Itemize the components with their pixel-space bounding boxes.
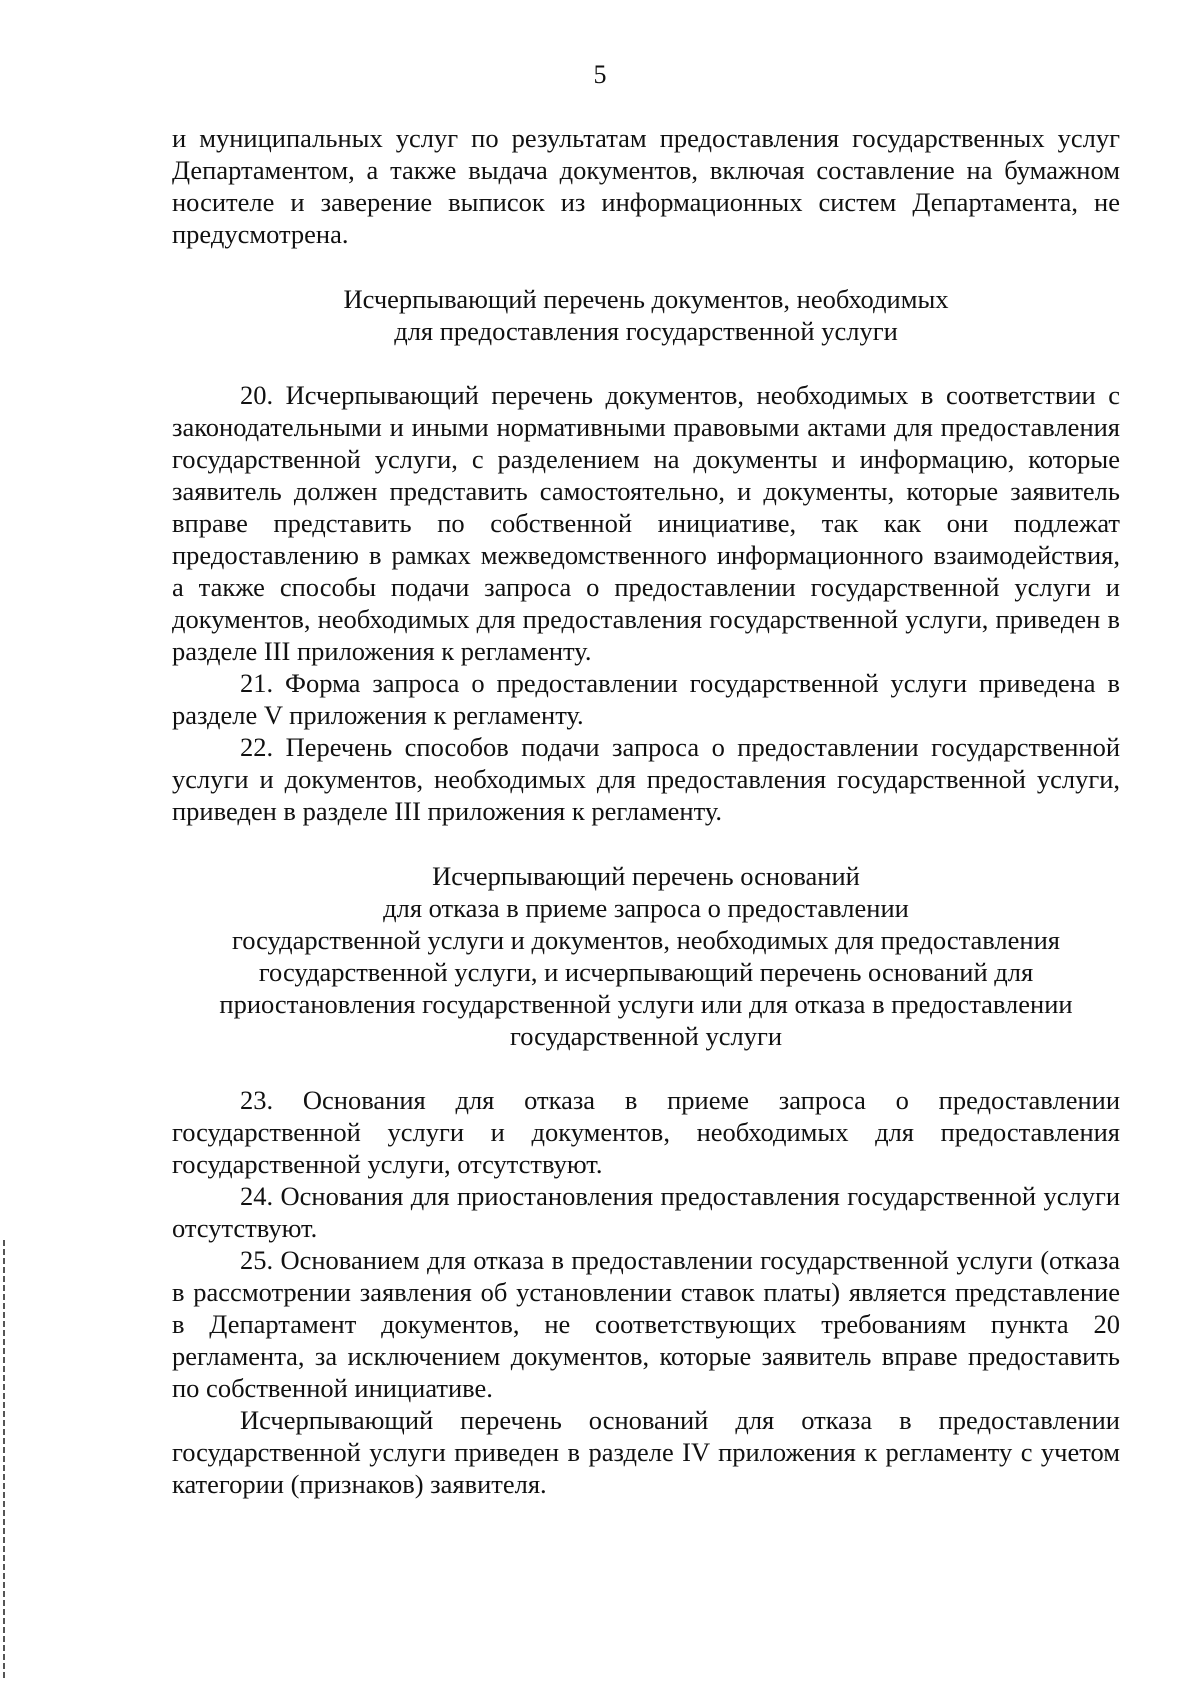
heading-grounds-line: государственной услуги, и исчерпывающий перечень оснований для	[258, 957, 1034, 987]
paragraph-25: 25. Основанием для отказа в предоставлении государственной услуги (отказа в рассмотрении заявления об установлении ставок платы) является представление в Департамент документов, не соответствующих требованиям пункта 20 регламента, за исключением документов, которые заявитель вправе предоставить по собственной инициативе.	[172, 1245, 1120, 1403]
heading-grounds-line: для отказа в приеме запроса о предоставлении	[383, 893, 909, 923]
paragraph-final: Исчерпывающий перечень оснований для отказа в предоставлении государственной услуги приведен в разделе IV приложения к регламенту с учетом категории (признаков) заявителя.	[172, 1405, 1120, 1499]
document-body	[172, 122, 1120, 1500]
heading-grounds	[172, 860, 1120, 1052]
heading-grounds-line: приостановления государственной услуги или для отказа в предоставлении	[219, 989, 1073, 1019]
intro-paragraph: и муниципальных услуг по результатам предоставления государственных услуг Департаментом, а также выдача документов, включая составление на бумажном носителе и заверение выписок из информационных систем Департамента, не предусмотрена.	[172, 123, 1120, 249]
heading-documents-line: Исчерпывающий перечень документов, необходимых	[343, 284, 949, 314]
scan-edge-mark	[3, 1240, 5, 1680]
heading-grounds-line: государственной услуги и документов, необходимых для предоставления	[232, 925, 1060, 955]
paragraph-24: 24. Основания для приостановления предоставления государственной услуги отсутствуют.	[172, 1181, 1120, 1243]
paragraph-23: 23. Основания для отказа в приеме запроса о предоставлении государственной услуги и документов, необходимых для предоставления государственной услуги, отсутствуют.	[172, 1085, 1120, 1179]
heading-grounds-line: государственной услуги	[509, 1021, 783, 1051]
paragraph-22: 22. Перечень способов подачи запроса о предоставлении государственной услуги и документов, необходимых для предоставления государственной услуги, приведен в разделе III приложения к регламенту.	[172, 732, 1120, 826]
page-number: 5	[593, 60, 607, 89]
heading-documents-line: для предоставления государственной услуги	[394, 316, 898, 346]
paragraph-20: 20. Исчерпывающий перечень документов, необходимых в соответствии с законодательными и иными нормативными правовыми актами для предоставления государственной услуги, с разделением на документы и информацию, которые заявитель должен представить самостоятельно, и документы, которые заявитель вправе представить по собственной инициативе, так как они подлежат предоставлению в рамках межведомственного информационного взаимодействия, а также способы подачи запроса о предоставлении государственной услуги и документов, необходимых для предоставления государственной услуги, приведен в разделе III приложения к регламенту.	[172, 380, 1120, 666]
heading-grounds-line: Исчерпывающий перечень оснований	[432, 861, 860, 891]
paragraph-21: 21. Форма запроса о предоставлении государственной услуги приведена в разделе V приложения к регламенту.	[172, 668, 1120, 730]
heading-documents	[172, 283, 1120, 347]
